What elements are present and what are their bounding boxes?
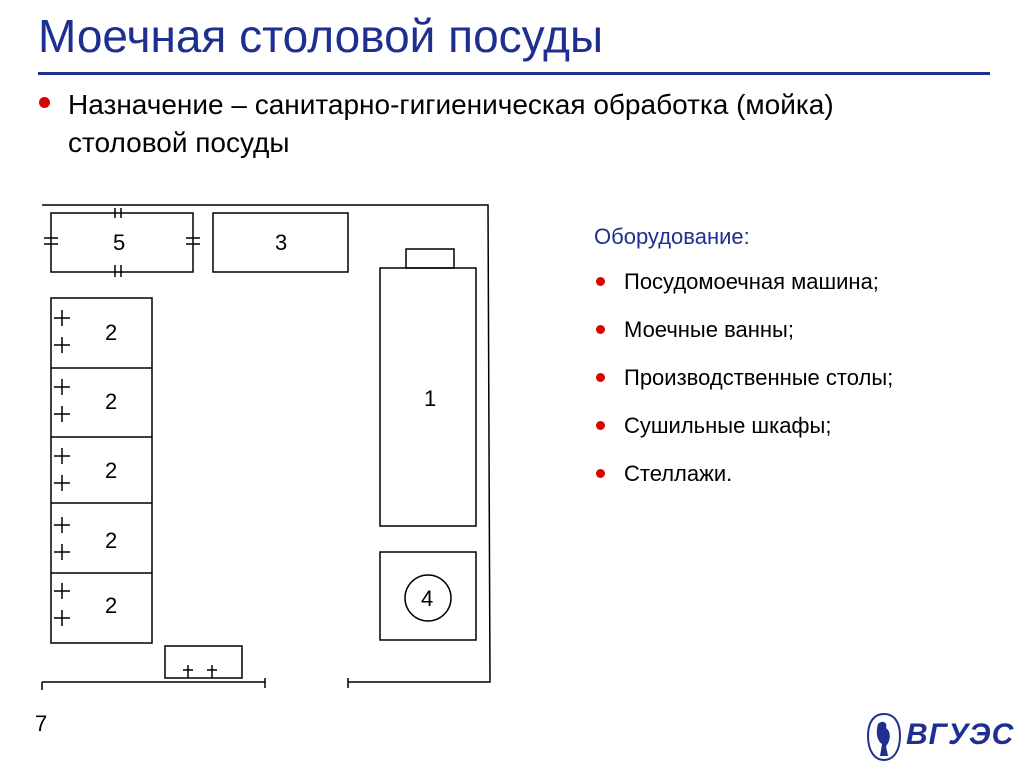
label-2: 2 bbox=[105, 320, 118, 345]
connection-marks bbox=[54, 310, 70, 626]
list-item bbox=[594, 268, 893, 316]
university-emblem-icon bbox=[866, 712, 902, 762]
label-2: 2 bbox=[105, 593, 118, 618]
equipment-heading: Оборудование: bbox=[594, 224, 750, 249]
page-number: 7 bbox=[35, 711, 48, 736]
label-2: 2 bbox=[105, 458, 118, 483]
list-item-label: Стеллажи. bbox=[624, 461, 733, 486]
list-item-label: Посудомоечная машина; bbox=[624, 269, 879, 294]
list-item-label: Моечные ванны; bbox=[624, 317, 794, 342]
label-5: 5 bbox=[113, 230, 126, 255]
bullet-icon bbox=[596, 325, 605, 334]
logo-text: ВГУЭС bbox=[906, 718, 1015, 751]
list-item bbox=[594, 412, 893, 460]
small-unit bbox=[165, 646, 242, 678]
list-item bbox=[594, 364, 893, 412]
bullet-icon bbox=[596, 469, 605, 478]
label-3: 3 bbox=[275, 230, 288, 255]
connection-marks bbox=[183, 665, 217, 678]
list-item-label: Сушильные шкафы; bbox=[624, 413, 832, 438]
bullet-icon bbox=[596, 421, 605, 430]
label-2: 2 bbox=[105, 528, 118, 553]
list-item bbox=[594, 460, 893, 508]
label-2: 2 bbox=[105, 389, 118, 414]
slide-title: Моечная столовой посуды bbox=[38, 10, 604, 62]
list-item-label: Производственные столы; bbox=[624, 365, 894, 390]
equipment-list bbox=[594, 268, 893, 508]
label-1: 1 bbox=[424, 386, 437, 411]
equipment-2-dividers bbox=[51, 368, 152, 573]
door-tick bbox=[42, 678, 348, 690]
bullet-icon bbox=[596, 373, 605, 382]
list-item bbox=[594, 316, 893, 364]
machine-top bbox=[406, 249, 454, 268]
bullet-icon bbox=[596, 277, 605, 286]
label-4: 4 bbox=[421, 586, 434, 611]
main-point: Назначение – санитарно-гигиеническая обработка (мойка) столовой посуды bbox=[68, 89, 834, 158]
